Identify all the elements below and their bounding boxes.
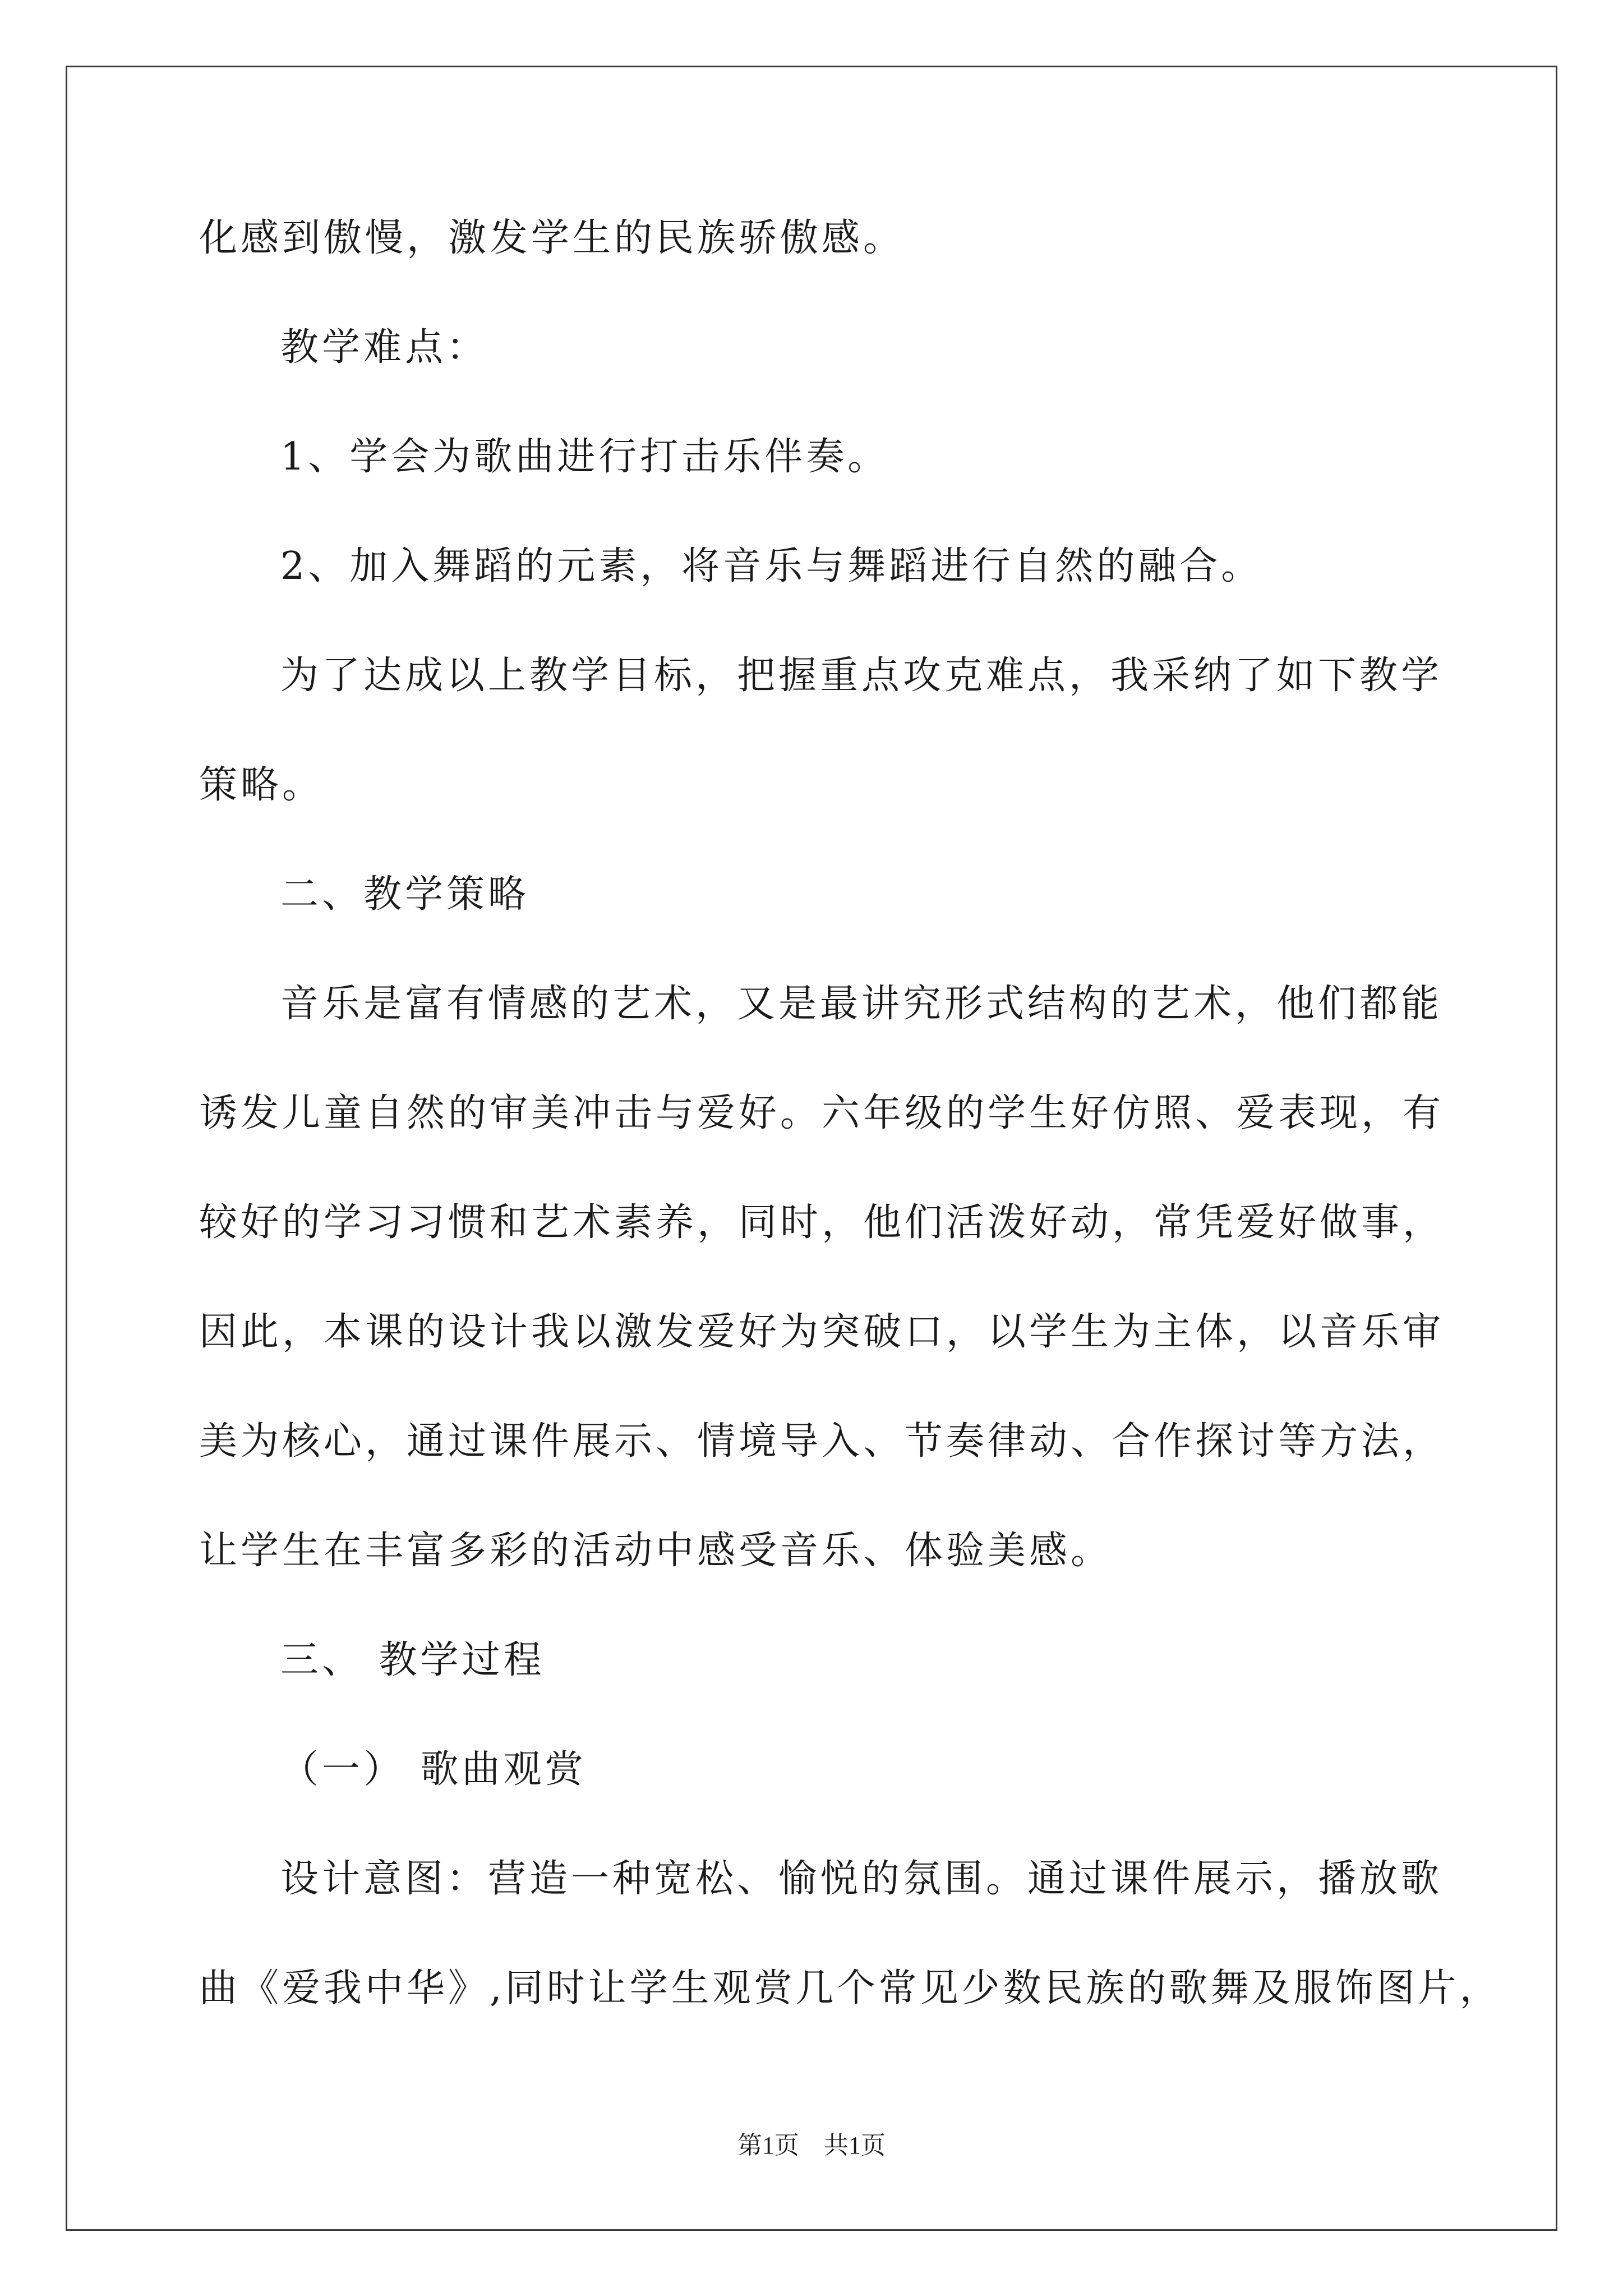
body-line: 因此，本课的设计我以激发爱好为突破口，以学生为主体，以音乐审: [199, 1310, 1445, 1354]
body-line: 化感到傲慢，激发学生的民族骄傲感。: [199, 216, 905, 260]
list-item-1: 1、学会为歌曲进行打击乐伴奏。: [280, 435, 889, 479]
subsection-heading: （一） 歌曲观赏: [280, 1747, 587, 1792]
list-item-2: 2、加入舞蹈的元素，将音乐与舞蹈进行自然的融合。: [280, 544, 1263, 588]
page-number: 第1页 共1页: [737, 2132, 886, 2159]
body-line: 策略。: [199, 763, 324, 807]
body-line: 让学生在丰富多彩的活动中感受音乐、体验美感。: [199, 1529, 1113, 1573]
section-heading: 三、 教学过程: [280, 1638, 545, 1682]
body-line: 音乐是富有情感的艺术，又是最讲究形式结构的艺术，他们都能: [280, 982, 1443, 1026]
section-heading: 二、教学策略: [280, 872, 530, 917]
body-line: 诱发儿童自然的审美冲击与爱好。六年级的学生好仿照、爱表现，有: [199, 1091, 1445, 1135]
body-line: 美为核心，通过课件展示、情境导入、节奏律动、合作探讨等方法，: [199, 1419, 1445, 1464]
body-line: 为了达成以上教学目标，把握重点攻克难点，我采纳了如下教学: [280, 654, 1443, 698]
body-line: 教学难点：: [280, 325, 488, 370]
page-border: [66, 66, 1557, 2231]
body-line: 设计意图：营造一种宽松、愉悦的氛围。通过课件展示，播放歌: [280, 1857, 1443, 1901]
body-line: 曲《爱我中华》,同时让学生观赏几个常见少数民族的歌舞及服饰图片，: [199, 1966, 1501, 2010]
body-line: 较好的学习习惯和艺术素养，同时，他们活泼好动，常凭爱好做事，: [199, 1200, 1445, 1245]
